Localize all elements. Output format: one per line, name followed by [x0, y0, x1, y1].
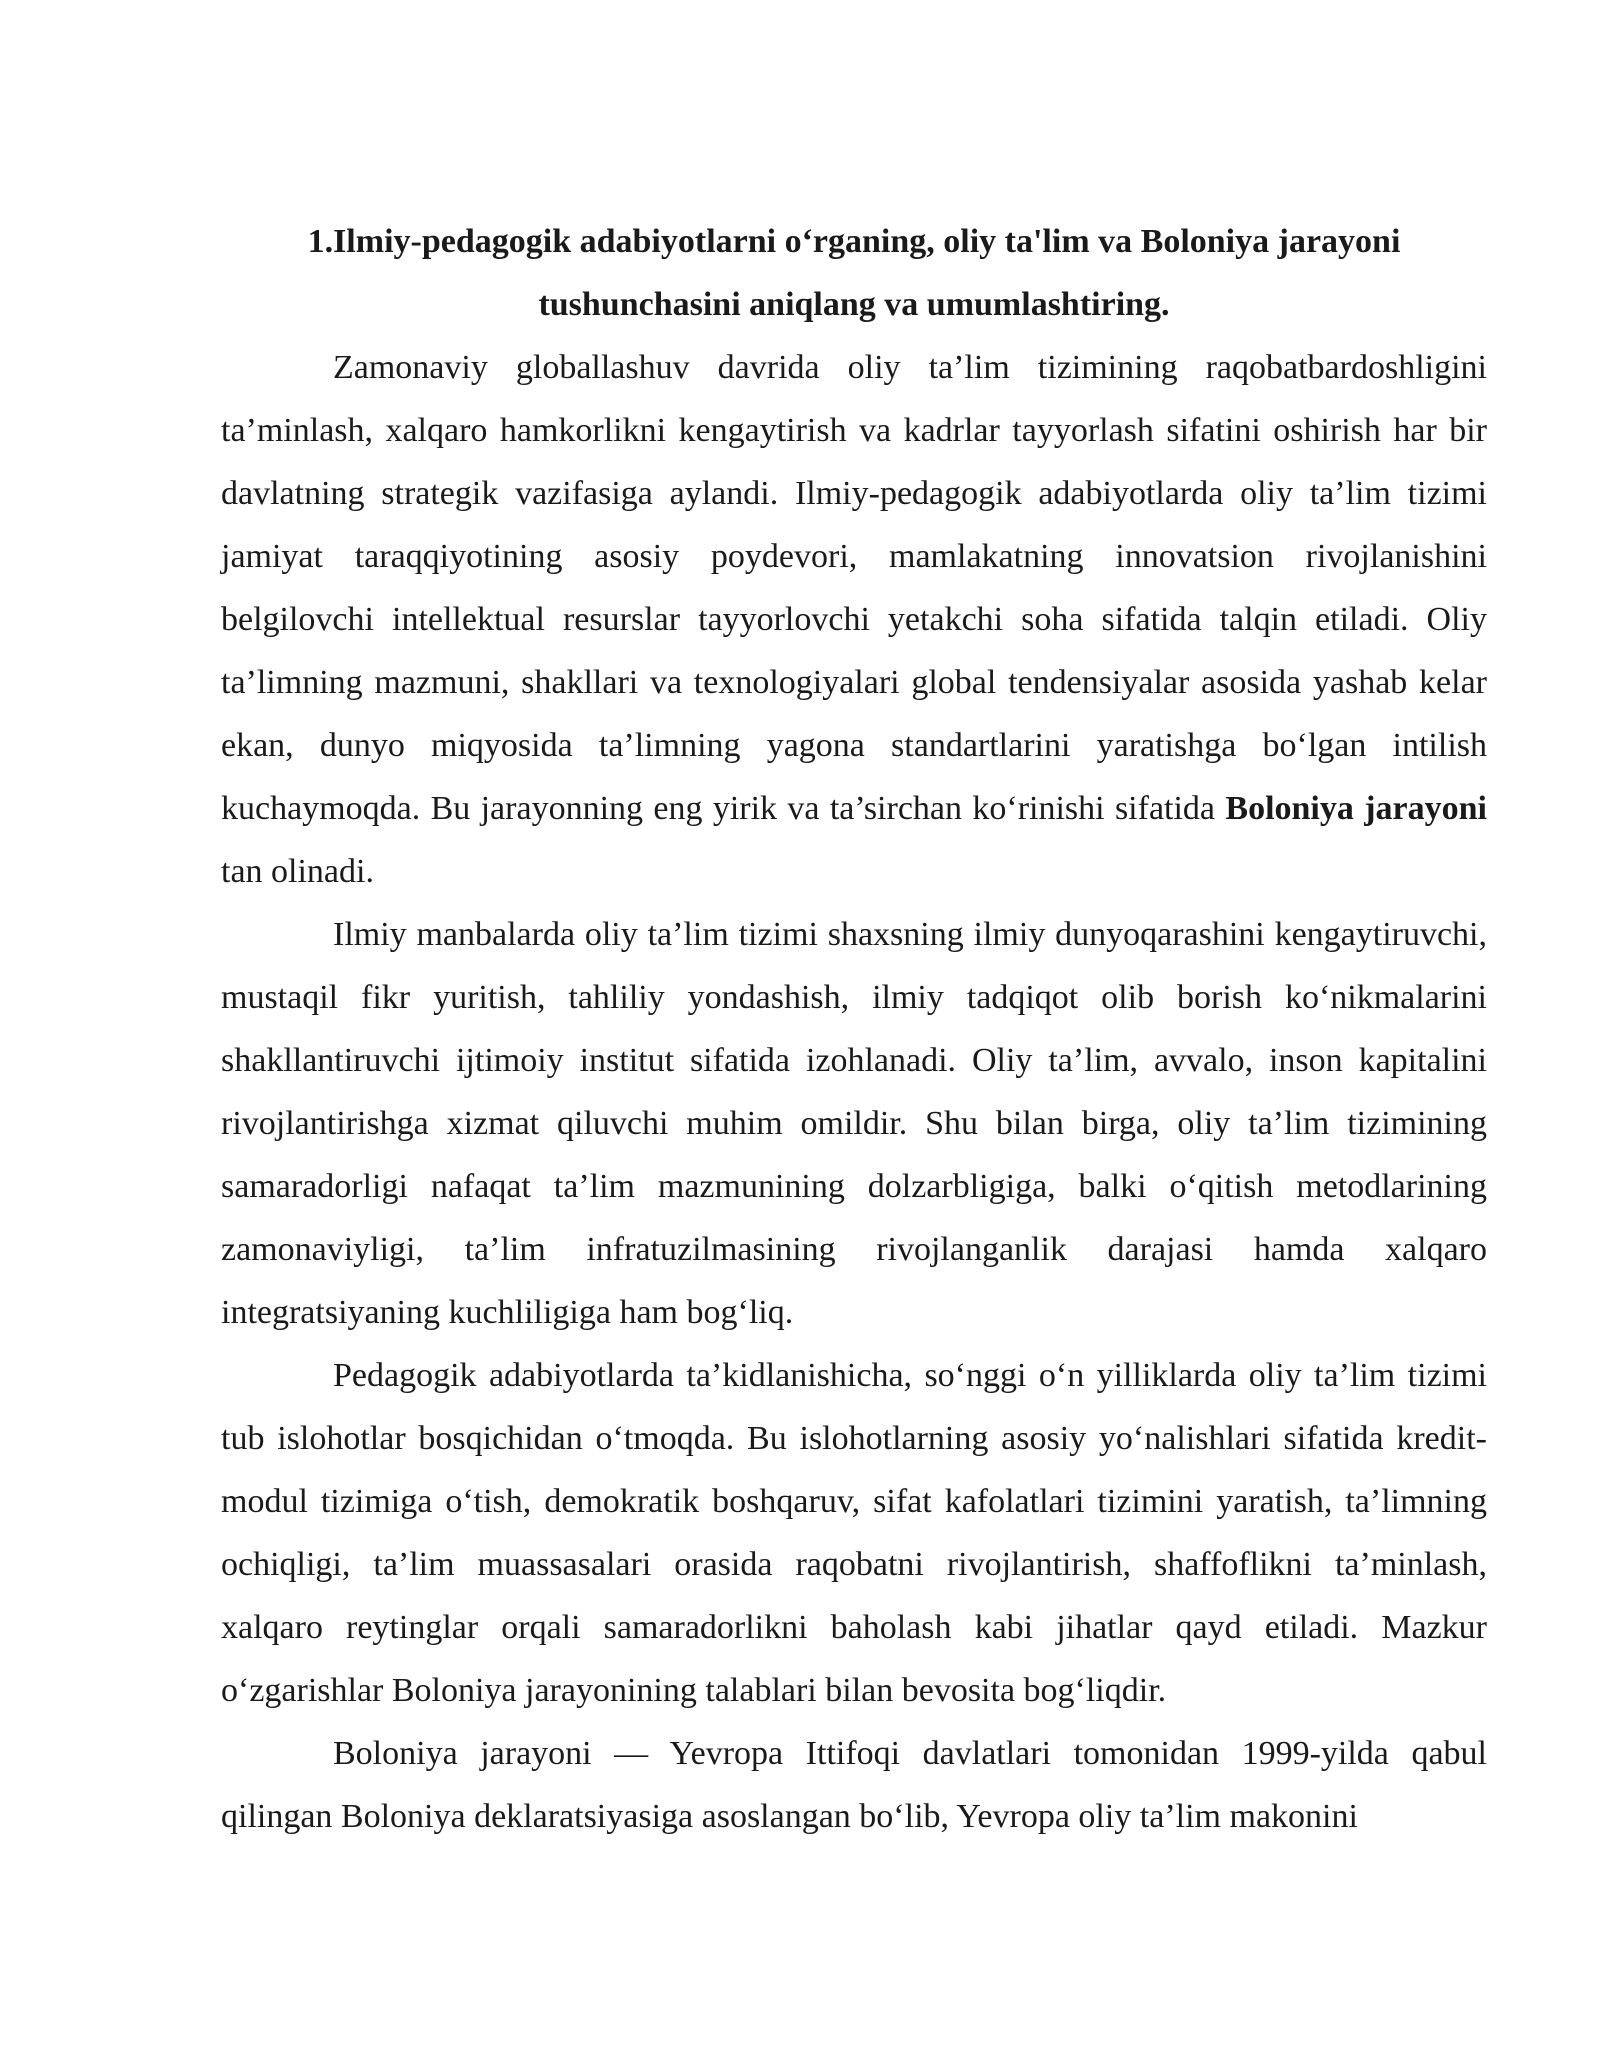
paragraph-3: Pedagogik adabiyotlarda ta’kidlanishicha, so‘nggi o‘n yilliklarda oliy ta’lim tizimi tub islohotlar bosqichidan o‘tmoqda. Bu islohotlarning asosiy yo‘nalishlari sifatida kredit-modul tizimiga o‘tish, demokratik boshqaruv, sifat kafolatlari tizimini yaratish, ta’limning ochiqligi, ta’lim muassasalari orasida raqobatni rivojlantirish, shaffoflikni ta’minlash, xalqaro reytinglar orqali samaradorlikni baholash kabi jihatlar qayd etiladi. Mazkur o‘zgarishlar Boloniya jarayonining talablari bilan bevosita bog‘liqdir. — [221, 1357, 1487, 1709]
paragraph-1 — [221, 336, 1487, 903]
paragraph-1-text: Zamonaviy globallashuv davrida oliy ta’lim tizimining raqobatbardoshligini ta’minlash, xalqaro hamkorlikni kengaytirish va kadrlar tayyorlash sifatini oshirish har bir davlatning strategik vazifasiga aylandi. Ilmiy-pedagogik adabiyotlarda oliy ta’lim tizimi jamiyat taraqqiyotining asosiy poydevori, mamlakatning innovatsion rivojlanishini belgilovchi intellektual resurslar tayyorlovchi yetakchi soha sifatida talqin etiladi. Oliy ta’limning mazmuni, shakllari va texnologiyalari global tendensiyalar asosida yashab kelar ekan, dunyo miqyosida ta’limning yagona standartlarini yaratishga bo‘lgan intilish kuchaymoqda. Bu jarayonning eng yirik va ta’sirchan ko‘rinishi sifatida — [221, 349, 1487, 827]
document-page — [221, 210, 1487, 1848]
paragraph-1-ending: tan olinadi. — [221, 853, 374, 890]
paragraph-1-bold-term: Boloniya jarayoni — [1225, 790, 1487, 827]
document-heading: 1.Ilmiy-pedagogik adabiyotlarni o‘rganing, oliy ta'lim va Boloniya jarayoni tushunchasini aniqlang va umumlashtiring. — [307, 223, 1401, 323]
paragraph-2: Ilmiy manbalarda oliy ta’lim tizimi shaxsning ilmiy dunyoqarashini kengaytiruvchi, mustaqil fikr yuritish, tahliliy yondashish, ilmiy tadqiqot olib borish ko‘nikmalarini shakllantiruvchi ijtimoiy institut sifatida izohlanadi. Oliy ta’lim, avvalo, inson kapitalini rivojlantirishga xizmat qiluvchi muhim omildir. Shu bilan birga, oliy ta’lim tizimining samaradorligi nafaqat ta’lim mazmunining dolzarbligiga, balki o‘qitish metodlarining zamonaviyligi, ta’lim infratuzilmasining rivojlanganlik darajasi hamda xalqaro integratsiyaning kuchliligiga ham bog‘liq. — [221, 916, 1487, 1331]
paragraph-4: Boloniya jarayoni — Yevropa Ittifoqi davlatlari tomonidan 1999-yilda qabul qilingan Boloniya deklaratsiyasiga asoslangan bo‘lib, Yevropa oliy ta’lim makonini — [221, 1735, 1487, 1835]
